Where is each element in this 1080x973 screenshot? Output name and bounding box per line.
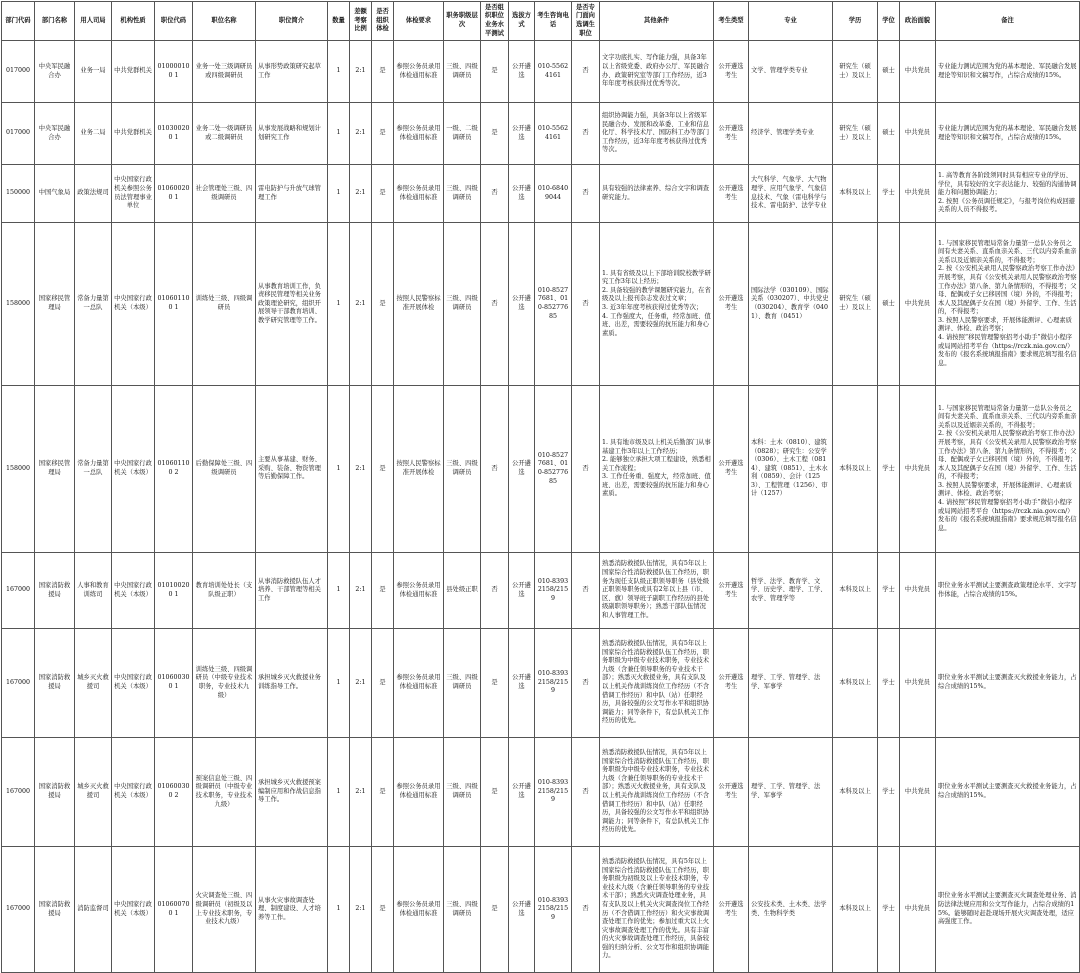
cell-business-test: 否 bbox=[481, 165, 509, 223]
cell-org-type: 中央国家行政机关（本级） bbox=[112, 847, 155, 973]
cell-position-intro: 承担城乡灭火救援预案编制应用和作战信息指导工作。 bbox=[256, 738, 328, 847]
cell-position-code: 010601100 1 bbox=[155, 223, 193, 386]
cell-dept-name: 国家消防救援局 bbox=[35, 629, 75, 738]
header-rank-level: 职务职级层次 bbox=[444, 2, 481, 41]
cell-position-code: 010100200 1 bbox=[155, 553, 193, 629]
cell-org-type: 中共党群机关 bbox=[112, 103, 155, 165]
cell-position-name: 社会管理处三级、四级调研员 bbox=[193, 165, 256, 223]
cell-degree: 学士 bbox=[878, 553, 900, 629]
cell-business-test: 否 bbox=[481, 386, 509, 553]
cell-education: 本科及以上 bbox=[833, 629, 878, 738]
header-candidate-type: 考生类型 bbox=[714, 2, 749, 41]
cell-business-test: 否 bbox=[481, 553, 509, 629]
cell-ratio: 2:1 bbox=[350, 629, 372, 738]
cell-quantity: 1 bbox=[328, 553, 350, 629]
cell-candidate-type: 公开遴选考生 bbox=[714, 223, 749, 386]
cell-quantity: 1 bbox=[328, 386, 350, 553]
header-business-test: 是否组织职位业务水平测试 bbox=[481, 2, 509, 41]
cell-candidate-type: 公开遴选考生 bbox=[714, 41, 749, 103]
cell-bureau: 城乡灭火救援司 bbox=[75, 629, 112, 738]
cell-phone: 010-83932158/2159 bbox=[535, 629, 572, 738]
cell-other-conditions: 1. 具有省级及以上下部培训院校教学研究工作3年以上经历； 2. 具备较强的教学课题研究能力，在省级及以上报刊杂志发表过文章； 3. 近3年年度考核获得过优秀等次； 4. 工作强度大，任务重，经常加班、值班、出差，需要较强的抗压能力和身心素质。 bbox=[600, 223, 714, 386]
cell-dept-code: 158000 bbox=[2, 386, 35, 553]
cell-education: 本科及以上 bbox=[833, 165, 878, 223]
cell-exam-req: 按照人民警察标准开展体检 bbox=[394, 223, 444, 386]
cell-exam-req: 参照公务员录用体检通用标准 bbox=[394, 738, 444, 847]
cell-physical-exam: 是 bbox=[372, 553, 394, 629]
cell-position-name: 后勤保障处三级、四级调研员 bbox=[193, 386, 256, 553]
cell-dept-name: 中央军民融合办 bbox=[35, 41, 75, 103]
cell-quantity: 1 bbox=[328, 847, 350, 973]
cell-education: 本科及以上 bbox=[833, 386, 878, 553]
cell-education: 本科及以上 bbox=[833, 553, 878, 629]
cell-bureau: 常备力量第一总队 bbox=[75, 223, 112, 386]
header-dept-name: 部门名称 bbox=[35, 2, 75, 41]
cell-position-code: 010600700 1 bbox=[155, 847, 193, 973]
cell-education: 本科及以上 bbox=[833, 738, 878, 847]
cell-dept-name: 中国气象局 bbox=[35, 165, 75, 223]
cell-physical-exam: 是 bbox=[372, 738, 394, 847]
cell-selection-method: 公开遴选 bbox=[509, 629, 535, 738]
recruitment-table bbox=[1, 1, 1080, 973]
cell-position-name: 业务二处一级调研员或二级调研员 bbox=[193, 103, 256, 165]
cell-rank-level: 三级、四级调研员 bbox=[444, 847, 481, 973]
header-org-type: 机构性质 bbox=[112, 2, 155, 41]
cell-ratio: 2:1 bbox=[350, 165, 372, 223]
cell-phone: 010-83932158/2159 bbox=[535, 738, 572, 847]
header-remarks: 备注 bbox=[936, 2, 1080, 41]
header-other-conditions: 其他条件 bbox=[600, 2, 714, 41]
cell-phone: 010-68409044 bbox=[535, 165, 572, 223]
table-row bbox=[2, 223, 1080, 386]
cell-candidate-type: 公开遴选考生 bbox=[714, 553, 749, 629]
cell-bureau: 常备力量第一总队 bbox=[75, 386, 112, 553]
cell-phone: 010-83932158/2159 bbox=[535, 553, 572, 629]
cell-phone: 010-85277681、010-85277685 bbox=[535, 223, 572, 386]
cell-major: 文学、管理学类专业 bbox=[749, 41, 833, 103]
cell-major: 国际法学（030109）、国际关系（030207）、中共党史（030204）、教育学（0401）、教育（0451） bbox=[749, 223, 833, 386]
header-political-status: 政治面貌 bbox=[900, 2, 936, 41]
cell-bureau: 消防监督司 bbox=[75, 847, 112, 973]
cell-for-selected: 否 bbox=[572, 386, 600, 553]
cell-for-selected: 否 bbox=[572, 41, 600, 103]
table-row bbox=[2, 629, 1080, 738]
cell-dept-code: 167000 bbox=[2, 629, 35, 738]
cell-ratio: 2:1 bbox=[350, 103, 372, 165]
cell-political-status: 中共党员 bbox=[900, 165, 936, 223]
cell-dept-name: 国家消防救援局 bbox=[35, 738, 75, 847]
cell-remarks: 职位业务水平测试主要测查灭火救援业务能力，占综合成绩的15%。 bbox=[936, 738, 1080, 847]
cell-education: 研究生（硕士）及以上 bbox=[833, 223, 878, 386]
cell-phone: 010-85277681、010-85277685 bbox=[535, 386, 572, 553]
cell-rank-level: 县处级正职 bbox=[444, 553, 481, 629]
cell-bureau: 政策法规司 bbox=[75, 165, 112, 223]
cell-candidate-type: 公开遴选考生 bbox=[714, 165, 749, 223]
cell-selection-method: 公开遴选 bbox=[509, 847, 535, 973]
cell-ratio: 2:1 bbox=[350, 223, 372, 386]
cell-political-status: 中共党员 bbox=[900, 629, 936, 738]
cell-dept-code: 167000 bbox=[2, 847, 35, 973]
cell-remarks: 职位业务水平测试主要测查灭火救援业务能力，占综合成绩的15%。 bbox=[936, 629, 1080, 738]
cell-quantity: 1 bbox=[328, 738, 350, 847]
cell-for-selected: 否 bbox=[572, 738, 600, 847]
cell-selection-method: 公开遴选 bbox=[509, 386, 535, 553]
cell-selection-method: 公开遴选 bbox=[509, 41, 535, 103]
cell-position-intro: 从事消防救援队伍人才培养、干部管理等相关工作 bbox=[256, 553, 328, 629]
cell-bureau: 城乡灭火救援司 bbox=[75, 738, 112, 847]
table-row bbox=[2, 386, 1080, 553]
cell-exam-req: 参照公务员录用体检通用标准 bbox=[394, 41, 444, 103]
cell-business-test: 是 bbox=[481, 103, 509, 165]
cell-degree: 学士 bbox=[878, 847, 900, 973]
cell-position-intro: 承担城乡灭火救援业务训练指导工作。 bbox=[256, 629, 328, 738]
cell-dept-code: 158000 bbox=[2, 223, 35, 386]
cell-exam-req: 按照人民警察标准开展体检 bbox=[394, 386, 444, 553]
table-header-row bbox=[2, 2, 1080, 41]
cell-major: 哲学、法学、教育学、文学、历史学、理学、工学、农学、管理学等 bbox=[749, 553, 833, 629]
header-dept-code: 部门代码 bbox=[2, 2, 35, 41]
cell-position-intro: 从事形势政策研究起草工作 bbox=[256, 41, 328, 103]
cell-phone: 010-55624161 bbox=[535, 41, 572, 103]
cell-business-test: 是 bbox=[481, 847, 509, 973]
cell-phone: 010-55624161 bbox=[535, 103, 572, 165]
cell-degree: 硕士 bbox=[878, 103, 900, 165]
cell-degree: 学士 bbox=[878, 629, 900, 738]
cell-physical-exam: 是 bbox=[372, 41, 394, 103]
cell-org-type: 中央国家行政机关（本级） bbox=[112, 223, 155, 386]
cell-education: 研究生（硕士）及以上 bbox=[833, 41, 878, 103]
cell-business-test: 是 bbox=[481, 629, 509, 738]
cell-ratio: 2:1 bbox=[350, 847, 372, 973]
cell-for-selected: 否 bbox=[572, 629, 600, 738]
cell-quantity: 1 bbox=[328, 103, 350, 165]
header-position-name: 职位名称 bbox=[193, 2, 256, 41]
cell-position-name: 教育培训处处长（支队级正职） bbox=[193, 553, 256, 629]
cell-physical-exam: 是 bbox=[372, 165, 394, 223]
cell-position-code: 010600200 1 bbox=[155, 165, 193, 223]
cell-remarks: 专业能力测试范围为党的基本理论、军民融合发展理论等知识和文稿写作，占综合成绩的15%。 bbox=[936, 41, 1080, 103]
header-major: 专业 bbox=[749, 2, 833, 41]
table-row bbox=[2, 738, 1080, 847]
cell-political-status: 中共党员 bbox=[900, 223, 936, 386]
cell-rank-level: 三级、四级调研员 bbox=[444, 41, 481, 103]
cell-org-type: 中央国家行政机关（本级） bbox=[112, 629, 155, 738]
cell-rank-level: 三级、四级调研员 bbox=[444, 165, 481, 223]
header-for-selected: 是否专门面向选调生职位 bbox=[572, 2, 600, 41]
cell-position-code: 010300200 1 bbox=[155, 103, 193, 165]
cell-org-type: 中央国家行政机关（本级） bbox=[112, 738, 155, 847]
cell-ratio: 2:1 bbox=[350, 553, 372, 629]
cell-other-conditions: 1. 具有地市级及以上机关后勤部门从事基建工作3年以上工作经历； 2. 能够独立承担大项工程建设，熟悉相关工作流程； 3. 工作任务重、强度大，经常加班、值班、出差，需要较强的抗压能力和身心素质。 bbox=[600, 386, 714, 553]
cell-other-conditions: 熟悉消防救援队伍情况，具有5年以上国家综合性消防救援队伍工作经历，职务职级为初级及以上专业技术职务，专业技术九级（含兼任领导职务的专业技术干部）；熟悉火灾调查处理业务，具有支队及以上机关火灾调查岗位工作经历（不含借调工作经历）和火灾事故调查处理工作的优先；参加过重大以上火灾事故调查处理工作的优先。具有丰富的火灾事故调查处理工作经历，具备较强的归纳分析、公文写作和组织协调能力。 bbox=[600, 847, 714, 973]
cell-position-intro: 从事火灾事故调查处理、制度建设、人才培养等工作。 bbox=[256, 847, 328, 973]
cell-position-name: 训练处三级、四级调研员（中级专业技术职务，专业技术九级） bbox=[193, 629, 256, 738]
cell-political-status: 中共党员 bbox=[900, 386, 936, 553]
cell-dept-code: 150000 bbox=[2, 165, 35, 223]
cell-position-name: 训练处三级、四级调研员 bbox=[193, 223, 256, 386]
cell-major: 理学、工学、管理学、法学、军事学 bbox=[749, 629, 833, 738]
cell-quantity: 1 bbox=[328, 223, 350, 386]
cell-remarks: 1. 与国家移民管理局常备力量第一总队公务员之间有夫妻关系、直系血亲关系、三代以内旁系血亲关系以及近姻亲关系的，不得报考； 2. 按《公安机关录用人民警察政治考察工作办法》开展考察，具有《公安机关录用人民警察政治考察工作办法》第八条、第九条情形的，不得报考；父母、配偶或子女已移居国（境）外的，不得报考；本人及其配偶子女在国（境）外留学、工作、生活的，不得报考； 3. 按照人民警察要求，开展体能测评、心理素质测评、体检、政治考察； 4. 请按照“移民管理警察招考小助手”微信小程序或局网站招考平台（https://rczk.nia.gov.cn/）发布的《报名系统填报指南》要求规范填写报名信息。 bbox=[936, 386, 1080, 553]
cell-political-status: 中共党员 bbox=[900, 738, 936, 847]
cell-remarks: 1. 高等教育各阶段须同时具有相应专业的学历、学位，具有较好的文字表达能力、较强的沟通协调能力和问题协调能力； 2. 按照《公务员调任规定》，与报考岗位构成回避关系的人员不得报考。 bbox=[936, 165, 1080, 223]
cell-dept-code: 017000 bbox=[2, 103, 35, 165]
cell-other-conditions: 具有较强的法律素养、综合文字和调查研究能力。 bbox=[600, 165, 714, 223]
cell-ratio: 2:1 bbox=[350, 738, 372, 847]
cell-exam-req: 参照公务员录用体检通用标准 bbox=[394, 847, 444, 973]
cell-degree: 学士 bbox=[878, 386, 900, 553]
cell-position-name: 预案信息处三级、四级调研员（中级专业技术职务，专业技术九级） bbox=[193, 738, 256, 847]
cell-other-conditions: 组织协调能力强，具备3年以上省级军民融合办、发展和改革委、工业和信息化厅、科学技术厅、国防科工办等部门工作经历，近3年年度考核获得过优秀等次。 bbox=[600, 103, 714, 165]
cell-remarks: 职位业务水平测试主要测查灭火调查处理业务、消防法律法规应用和公文写作能力，占综合成绩的15%。能够随时赶赴现场开展火灾调查处理，适应高强度工作。 bbox=[936, 847, 1080, 973]
cell-physical-exam: 是 bbox=[372, 103, 394, 165]
cell-rank-level: 三级、四级调研员 bbox=[444, 738, 481, 847]
header-bureau: 用人司局 bbox=[75, 2, 112, 41]
cell-physical-exam: 是 bbox=[372, 223, 394, 386]
cell-bureau: 业务二局 bbox=[75, 103, 112, 165]
cell-major: 大气科学、气象学、大气物理学、应用气象学、气象信息技术、气象（雷电科学与技术、雷电防护、法学专业 bbox=[749, 165, 833, 223]
cell-political-status: 中共党员 bbox=[900, 847, 936, 973]
cell-degree: 硕士 bbox=[878, 41, 900, 103]
cell-position-intro: 从事发展战略和规划计划研究工作 bbox=[256, 103, 328, 165]
header-ratio: 差额考察比例 bbox=[350, 2, 372, 41]
cell-position-intro: 从事教育培训工作，负责移民管理等相关业务政策理论研究，组织开展领导干部教育培训、教学研究管理等工作。 bbox=[256, 223, 328, 386]
cell-political-status: 中共党员 bbox=[900, 103, 936, 165]
cell-remarks: 专业能力测试范围为党的基本理论、军民融合发展理论等知识和文稿写作，占综合成绩的15%。 bbox=[936, 103, 1080, 165]
cell-selection-method: 公开遴选 bbox=[509, 103, 535, 165]
cell-physical-exam: 是 bbox=[372, 386, 394, 553]
cell-other-conditions: 熟悉消防救援队伍情况，具有5年以上国家综合性消防救援队伍工作经历，职务职级为中级专业技术职务，专业技术九级（含兼任领导职务的专业技术干部）；熟悉灭火救援业务，具有支队及以上机关作战训练岗位工作经历（不含借调工作经历）和中队（站）任职经历，具备较强的公文写作水平和组织协调能力；同等条件下，有总队机关工作经历的优先。 bbox=[600, 738, 714, 847]
cell-rank-level: 三级、四级调研员 bbox=[444, 223, 481, 386]
cell-phone: 010-83932158/2159 bbox=[535, 847, 572, 973]
cell-remarks: 1. 与国家移民管理局常备力量第一总队公务员之间有夫妻关系、直系血亲关系、三代以内旁系血亲关系以及近姻亲关系的，不得报考； 2. 按《公安机关录用人民警察政治考察工作办法》开展考察，具有《公安机关录用人民警察政治考察工作办法》第八条、第九条情形的，不得报考；父母、配偶或子女已移居国（境）外的，不得报考；本人及其配偶子女在国（境）外留学、工作、生活的，不得报考； 3. 按照人民警察要求，开展体能测评、心理素质测评、体检、政治考察； 4. 请按照“移民管理警察招考小助手”微信小程序或局网站招考平台（https://rczk.nia.gov.cn/）发布的《报名系统填报指南》要求规范填写报名信息。 bbox=[936, 223, 1080, 386]
cell-ratio: 2:1 bbox=[350, 386, 372, 553]
cell-org-type: 中央国家行政机关（本级） bbox=[112, 553, 155, 629]
cell-rank-level: 三级、四级调研员 bbox=[444, 386, 481, 553]
cell-education: 本科及以上 bbox=[833, 847, 878, 973]
cell-other-conditions: 文字功底扎实、写作能力强，具备3年以上省级党委、政府办公厅、军民融合办、政策研究室等部门工作经历，近3年年度考核获得过优秀等次。 bbox=[600, 41, 714, 103]
cell-for-selected: 否 bbox=[572, 847, 600, 973]
cell-major: 理学、工学、管理学、法学、军事学 bbox=[749, 738, 833, 847]
table-body bbox=[2, 41, 1080, 973]
cell-for-selected: 否 bbox=[572, 553, 600, 629]
cell-position-intro: 雷电防护与升放气球管理工作 bbox=[256, 165, 328, 223]
cell-exam-req: 参照公务员录用体检通用标准 bbox=[394, 103, 444, 165]
cell-position-name: 业务一处三级调研员或四级调研员 bbox=[193, 41, 256, 103]
cell-dept-name: 国家移民管理局 bbox=[35, 386, 75, 553]
cell-candidate-type: 公开遴选考生 bbox=[714, 847, 749, 973]
cell-major: 本科：土木（0810）、建筑（0828）；研究生：公安学（0306）、土木工程（0814）、建筑（0851）、土木水利（0859）、会计（1253）、工程管理（1256）、审计（1257） bbox=[749, 386, 833, 553]
header-physical-exam: 是否组织体检 bbox=[372, 2, 394, 41]
cell-selection-method: 公开遴选 bbox=[509, 738, 535, 847]
cell-other-conditions: 熟悉消防救援队伍情况，具有5年以上国家综合性消防救援队伍工作经历，职务职级为中级专业技术职务，专业技术九级（含兼任领导职务的专业技术干部）；熟悉灭火救援业务，具有支队及以上机关作战训练岗位工作经历（不含借调工作经历）和中队（站）任职经历，具备较强的公文写作水平和组织协调能力；同等条件下，有总队机关工作经历的优先。 bbox=[600, 629, 714, 738]
cell-major: 公安技术类、土木类、法学类、生物科学类 bbox=[749, 847, 833, 973]
cell-selection-method: 公开遴选 bbox=[509, 553, 535, 629]
cell-degree: 硕士 bbox=[878, 223, 900, 386]
cell-remarks: 职位业务水平测试主要测查政策理论水平、文字写作体能，占综合成绩的15%。 bbox=[936, 553, 1080, 629]
header-exam-req: 体检要求 bbox=[394, 2, 444, 41]
cell-position-code: 010600300 1 bbox=[155, 629, 193, 738]
cell-ratio: 2:1 bbox=[350, 41, 372, 103]
cell-business-test: 是 bbox=[481, 41, 509, 103]
table-row bbox=[2, 553, 1080, 629]
cell-dept-code: 017000 bbox=[2, 41, 35, 103]
cell-dept-name: 国家移民管理局 bbox=[35, 223, 75, 386]
cell-quantity: 1 bbox=[328, 165, 350, 223]
cell-rank-level: 一级、二级调研员 bbox=[444, 103, 481, 165]
table-row bbox=[2, 41, 1080, 103]
cell-for-selected: 否 bbox=[572, 223, 600, 386]
cell-other-conditions: 熟悉消防救援队伍情况，具有5年以上国家综合性消防救援队伍工作经历，职务为现任支队级正职领导职务（县处级正职领导职务或具有2年以上县（市、区、旗）领导班子副职工作经历的县处级副职领导职务）；熟悉干部队伍情况和人事管理工作。 bbox=[600, 553, 714, 629]
cell-political-status: 中共党员 bbox=[900, 41, 936, 103]
cell-business-test: 否 bbox=[481, 223, 509, 386]
cell-major: 经济学、管理学类专业 bbox=[749, 103, 833, 165]
cell-dept-code: 167000 bbox=[2, 738, 35, 847]
cell-physical-exam: 是 bbox=[372, 847, 394, 973]
cell-selection-method: 公开遴选 bbox=[509, 223, 535, 386]
cell-position-code: 010600300 2 bbox=[155, 738, 193, 847]
cell-position-code: 010000100 1 bbox=[155, 41, 193, 103]
cell-dept-code: 167000 bbox=[2, 553, 35, 629]
cell-exam-req: 参照公务员录用体检通用标准 bbox=[394, 165, 444, 223]
cell-business-test: 是 bbox=[481, 738, 509, 847]
cell-quantity: 1 bbox=[328, 41, 350, 103]
cell-position-code: 010601100 2 bbox=[155, 386, 193, 553]
cell-position-name: 火灾调查处三级、四级调研员（初级及以上专业技术职务，专业技术九级） bbox=[193, 847, 256, 973]
cell-org-type: 中共党群机关 bbox=[112, 41, 155, 103]
header-degree: 学位 bbox=[878, 2, 900, 41]
cell-candidate-type: 公开遴选考生 bbox=[714, 629, 749, 738]
table-row bbox=[2, 847, 1080, 973]
cell-dept-name: 国家消防救援局 bbox=[35, 847, 75, 973]
cell-selection-method: 公开遴选 bbox=[509, 165, 535, 223]
cell-exam-req: 参照公务员录用体检通用标准 bbox=[394, 553, 444, 629]
table-row bbox=[2, 165, 1080, 223]
cell-rank-level: 三级、四级调研员 bbox=[444, 629, 481, 738]
cell-degree: 学士 bbox=[878, 738, 900, 847]
header-quantity: 数量 bbox=[328, 2, 350, 41]
cell-quantity: 1 bbox=[328, 629, 350, 738]
cell-dept-name: 国家消防救援局 bbox=[35, 553, 75, 629]
header-position-intro: 职位简介 bbox=[256, 2, 328, 41]
cell-candidate-type: 公开遴选考生 bbox=[714, 738, 749, 847]
cell-candidate-type: 公开遴选考生 bbox=[714, 386, 749, 553]
table-row bbox=[2, 103, 1080, 165]
header-position-code: 职位代码 bbox=[155, 2, 193, 41]
header-education: 学历 bbox=[833, 2, 878, 41]
cell-education: 研究生（硕士）及以上 bbox=[833, 103, 878, 165]
cell-position-intro: 主要从事基建、财务、采购、装备、物资管理等后勤保障工作。 bbox=[256, 386, 328, 553]
cell-bureau: 业务一局 bbox=[75, 41, 112, 103]
cell-degree: 学士 bbox=[878, 165, 900, 223]
cell-political-status: 中共党员 bbox=[900, 553, 936, 629]
cell-bureau: 人事和教育训练司 bbox=[75, 553, 112, 629]
cell-org-type: 中央国家行政机关（本级） bbox=[112, 386, 155, 553]
header-phone: 考生咨询电话 bbox=[535, 2, 572, 41]
cell-for-selected: 否 bbox=[572, 165, 600, 223]
cell-for-selected: 否 bbox=[572, 103, 600, 165]
cell-exam-req: 参照公务员录用体检通用标准 bbox=[394, 629, 444, 738]
header-selection-method: 选拔方式 bbox=[509, 2, 535, 41]
cell-dept-name: 中央军民融合办 bbox=[35, 103, 75, 165]
cell-physical-exam: 是 bbox=[372, 629, 394, 738]
cell-candidate-type: 公开遴选考生 bbox=[714, 103, 749, 165]
cell-org-type: 中央国家行政机关参照公务员法管理事业单位 bbox=[112, 165, 155, 223]
